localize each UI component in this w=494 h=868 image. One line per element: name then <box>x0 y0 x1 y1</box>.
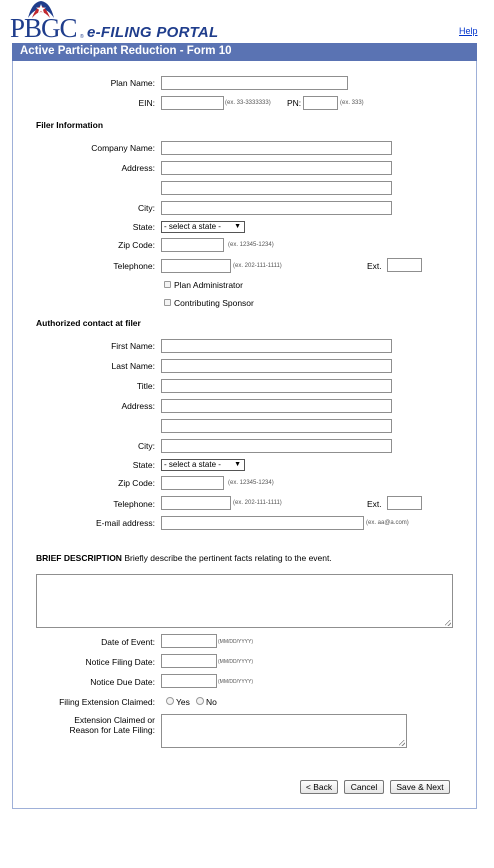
filer-zip-input[interactable] <box>161 238 224 252</box>
company-name-label: Company Name: <box>91 143 155 153</box>
logo-text: PBGC <box>10 13 77 43</box>
email-input[interactable] <box>161 516 364 530</box>
notice-due-date-input[interactable] <box>161 674 217 688</box>
registered-mark: ® <box>80 34 84 40</box>
extension-reason-label-line2: Reason for Late Filing: <box>69 725 155 735</box>
filer-city-input[interactable] <box>161 201 392 215</box>
date-of-event-hint: (MM/DD/YYYY) <box>218 639 253 645</box>
filing-extension-label: Filing Extension Claimed: <box>59 697 155 707</box>
notice-filing-date-input[interactable] <box>161 654 217 668</box>
back-button[interactable]: < Back <box>300 780 338 794</box>
filer-address-line2-input[interactable] <box>161 181 392 195</box>
chevron-down-icon: ▼ <box>234 223 241 230</box>
pn-input[interactable] <box>303 96 338 110</box>
notice-due-date-label: Notice Due Date: <box>90 677 155 687</box>
contact-zip-hint: (ex. 12345-1234) <box>228 480 274 486</box>
first-name-label: First Name: <box>111 341 155 351</box>
description-heading: BRIEF DESCRIPTION <box>36 553 122 563</box>
filer-ext-label: Ext. <box>367 261 382 271</box>
plan-administrator-checkbox[interactable] <box>164 281 171 288</box>
contact-phone-input[interactable] <box>161 496 231 510</box>
notice-filing-date-label: Notice Filing Date: <box>85 657 155 667</box>
extension-no-label: No <box>206 697 217 707</box>
filer-address-label: Address: <box>121 163 155 173</box>
notice-due-date-hint: (MM/DD/YYYY) <box>218 679 253 685</box>
last-name-label: Last Name: <box>111 361 155 371</box>
contact-ext-input[interactable] <box>387 496 422 510</box>
title-label: Title: <box>136 381 155 391</box>
filer-ext-input[interactable] <box>387 258 422 272</box>
help-link[interactable]: Help <box>459 26 478 36</box>
contact-phone-hint: (ex. 202-111-1111) <box>233 500 282 506</box>
pn-label: PN: <box>287 98 302 108</box>
extension-yes-radio[interactable] <box>166 697 174 705</box>
contact-state-label: State: <box>132 460 155 470</box>
plan-administrator-label: Plan Administrator <box>174 280 243 290</box>
contact-city-label: City: <box>138 441 155 451</box>
filer-section-title: Filer Information <box>36 120 104 130</box>
contact-address-label: Address: <box>121 401 155 411</box>
plan-name-label: Plan Name: <box>110 78 155 88</box>
extension-reason-label-line1: Extension Claimed or <box>74 715 155 725</box>
contact-ext-label: Ext. <box>367 499 382 509</box>
date-of-event-label: Date of Event: <box>101 637 155 647</box>
resize-grip-icon[interactable] <box>399 740 405 746</box>
contact-zip-input[interactable] <box>161 476 224 490</box>
filer-state-value: - select a state - <box>164 222 221 231</box>
chevron-down-icon: ▼ <box>234 461 241 468</box>
filer-address-line1-input[interactable] <box>161 161 392 175</box>
extension-no-radio[interactable] <box>196 697 204 705</box>
contact-address-line1-input[interactable] <box>161 399 392 413</box>
filer-phone-label: Telephone: <box>113 261 155 271</box>
filer-state-select[interactable] <box>161 221 245 233</box>
contact-address-line2-input[interactable] <box>161 419 392 433</box>
filer-state-label: State: <box>132 222 155 232</box>
first-name-input[interactable] <box>161 339 392 353</box>
ein-label: EIN: <box>138 98 155 108</box>
filer-city-label: City: <box>138 203 155 213</box>
last-name-input[interactable] <box>161 359 392 373</box>
ein-input[interactable] <box>161 96 224 110</box>
extension-reason-textarea[interactable] <box>161 714 407 748</box>
cancel-button[interactable]: Cancel <box>344 780 384 794</box>
title-input[interactable] <box>161 379 392 393</box>
contact-section-title: Authorized contact at filer <box>36 318 141 328</box>
description-textarea[interactable] <box>36 574 453 628</box>
contributing-sponsor-checkbox[interactable] <box>164 299 171 306</box>
email-label: E-mail address: <box>95 518 155 528</box>
plan-name-input[interactable] <box>161 76 348 90</box>
filer-zip-label: Zip Code: <box>118 240 155 250</box>
description-text: Briefly describe the pertinent facts relating to the event. <box>121 553 332 563</box>
contact-state-select[interactable] <box>161 459 245 471</box>
save-next-button[interactable]: Save & Next <box>390 780 450 794</box>
notice-filing-date-hint: (MM/DD/YYYY) <box>218 659 253 665</box>
contact-phone-label: Telephone: <box>113 499 155 509</box>
company-name-input[interactable] <box>161 141 392 155</box>
contact-zip-label: Zip Code: <box>118 478 155 488</box>
filer-phone-input[interactable] <box>161 259 231 273</box>
contributing-sponsor-label: Contributing Sponsor <box>174 298 254 308</box>
resize-grip-icon[interactable] <box>445 620 451 626</box>
portal-title: e-FILING PORTAL <box>87 24 219 41</box>
extension-yes-label: Yes <box>176 697 190 707</box>
filer-zip-hint: (ex. 12345-1234) <box>228 242 274 248</box>
filer-phone-hint: (ex. 202-111-1111) <box>233 263 282 269</box>
ein-hint: (ex. 33-3333333) <box>225 100 271 106</box>
page-title: Active Participant Reduction - Form 10 <box>20 45 232 57</box>
email-hint: (ex. aa@a.com) <box>366 520 409 526</box>
contact-city-input[interactable] <box>161 439 392 453</box>
pn-hint: (ex. 333) <box>340 100 364 106</box>
date-of-event-input[interactable] <box>161 634 217 648</box>
contact-state-value: - select a state - <box>164 460 221 469</box>
description-prompt <box>36 553 332 563</box>
